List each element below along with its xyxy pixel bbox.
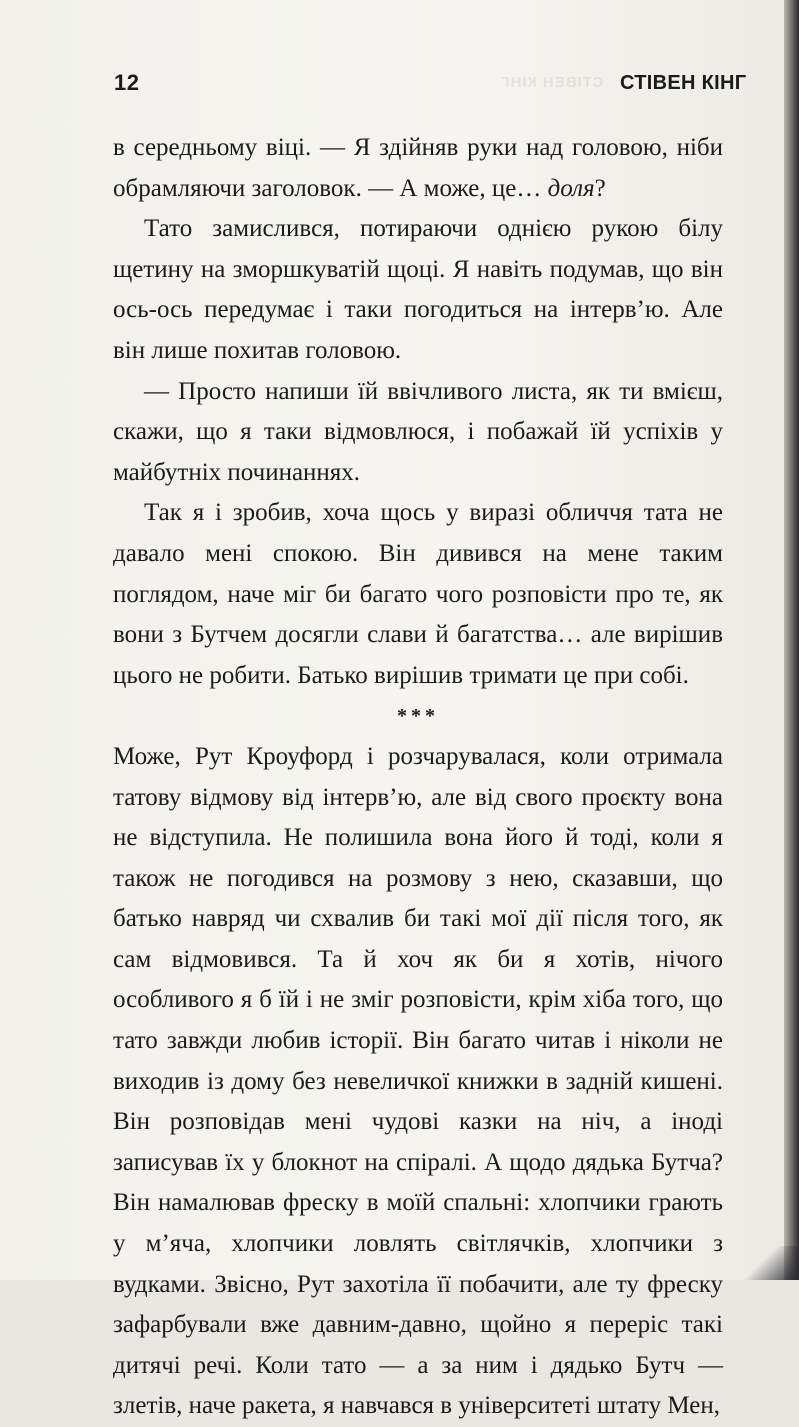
- paragraph-text: ?: [595, 175, 606, 202]
- book-corner-shadow: [739, 1246, 799, 1280]
- body-text: [113, 128, 723, 1427]
- page-number: 12: [114, 70, 139, 96]
- paragraph: [113, 128, 723, 209]
- book-edge: [784, 0, 799, 1280]
- paragraph: Може, Рут Кроуфорд і розчарувалася, коли отримала татову відмову від інтерв’ю, але від свого проєкту вона не відступила. Не полишила вона його й тоді, коли я також не погодився на розмову з нею, сказавши, що батько навряд чи схвалив би такі мої дії після того, як сам відмовився. Та й хоч як би я хотів, нічого особливого я б їй і не зміг розповісти, крім хіба того, що тато завжди любив історії. Він багато читав і ніколи не виходив із дому без невеличкої книжки в задній кишені. Він розповідав мені чудові казки на ніч, а іноді записував їх у блокнот на спіралі. А щодо дядька Бутча? Він намалював фреску в моїй спальні: хлопчики грають у м’яча, хлопчики ловлять світлячків, хлопчики з вудками. Звісно, Рут захотіла її побачити, але ту фреску зафарбували вже давним-давно, щойно я переріс такі дитячі речі. Коли тато — а за ним і дядько Бутч — злетів, наче ракета, я навчався в університеті штату Мен,: [113, 737, 723, 1427]
- paragraph: Так я і зробив, хоча щось у виразі обличчя тата не давало мені спокою. Він дивився на мене таким поглядом, наче міг би багато чого розповісти про те, як вони з Бутчем досягли слави й багатства… але вирішив цього не робити. Батько вирішив тримати це при собі.: [113, 493, 723, 696]
- paragraph: — Просто напиши їй ввічливого листа, як ти вмієш, скажи, що я таки відмовлюся, і побажай їй успіхів у майбутніх починаннях.: [113, 372, 723, 494]
- paragraph: Тато замислився, потираючи однією рукою білу щетину на зморшкуватій щоці. Я навіть подумав, що він ось-ось передумає і таки погодиться на інтерв’ю. Але він лише похитав головою.: [113, 209, 723, 371]
- paragraph-text: в середньому віці. — Я здійняв руки над головою, ніби обрамляючи заголовок. — А може, це…: [113, 134, 723, 202]
- italic-word: доля: [548, 175, 595, 202]
- section-separator: ***: [113, 696, 723, 737]
- show-through-header: СТІВЕН КІНГ: [500, 74, 603, 91]
- running-head: СТІВЕН КІНГ: [620, 72, 746, 95]
- page-header: [0, 68, 784, 100]
